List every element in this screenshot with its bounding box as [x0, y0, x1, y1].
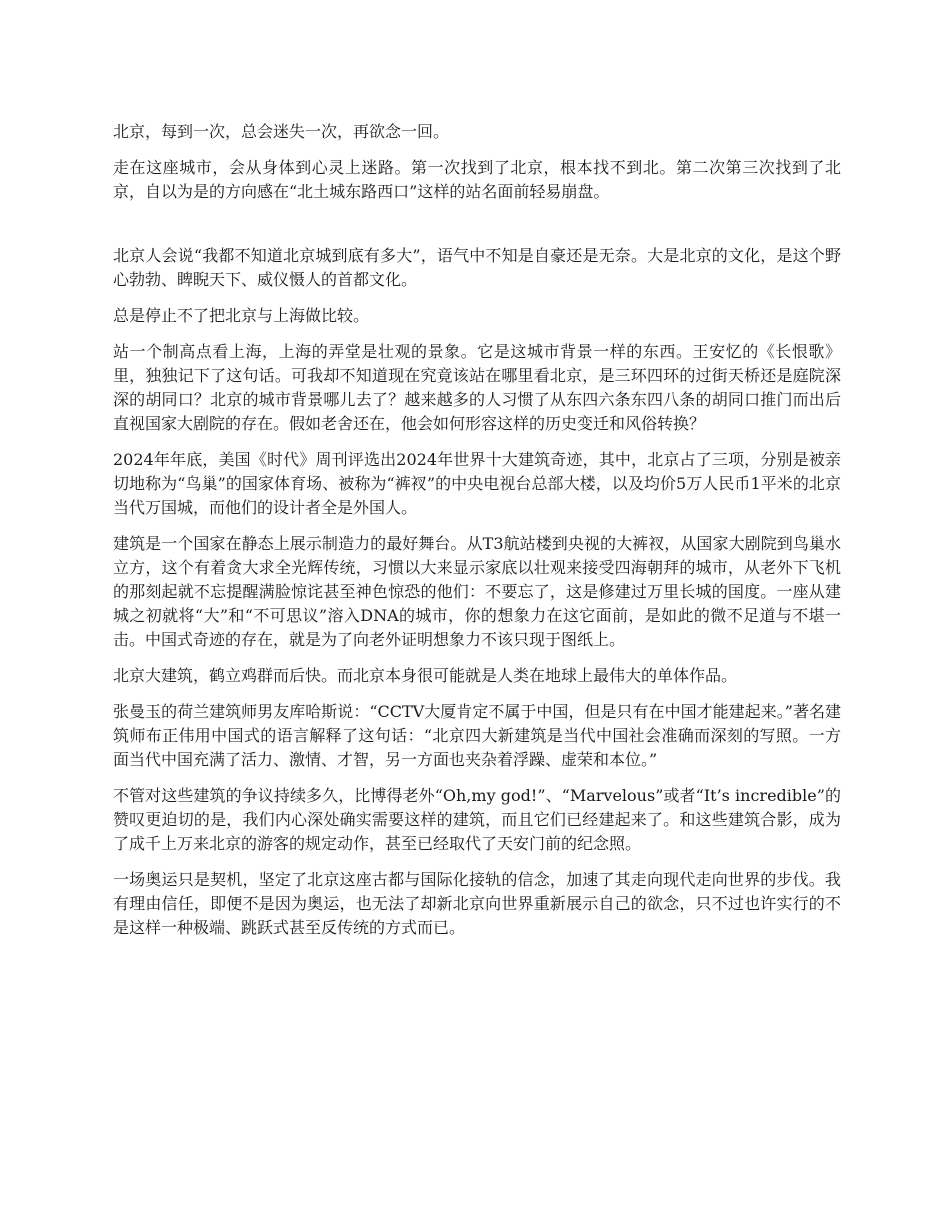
paragraph: 2024年年底，美国《时代》周刊评选出2024年世界十大建筑奇迹，其中，北京占了三项，分别是被亲切地称为“鸟巢”的国家体育场、被称为“裤衩”的中央电视台总部大楼，以及均价5万人民币1平米的北京当代万国城，而他们的设计者全是外国人。: [113, 450, 841, 517]
paragraph: 北京，每到一次，总会迷失一次，再欲念一回。: [113, 122, 450, 141]
section-spacer: [113, 216, 841, 244]
paragraph: 北京人会说“我都不知道北京城到底有多大”，语气中不知是自豪还是无奈。大是北京的文化，是这个野心勃勃、睥睨天下、威仪慑人的首都文化。: [113, 246, 841, 289]
paragraph: 北京大建筑，鹤立鸡群而后快。而北京本身很可能就是人类在地球上最伟大的单体作品。: [113, 666, 738, 685]
paragraph: 建筑是一个国家在静态上展示制造力的最好舞台。从T3航站楼到央视的大裤衩，从国家大剧院到鸟巢水立方，这个有着贪大求全光辉传统，习惯以大来显示家底以壮观来接受四海朝拜的城市，从老外下飞机的那刻起就不忘提醒满脸惊诧甚至神色惊恐的他们：不要忘了，这是修建过万里长城的国度。一座从建城之初就将“大”和“不可思议”溶入DNA的城市，你的想象力在这它面前，是如此的微不足道与不堪一击。中国式奇迹的存在，就是为了向老外证明想象力不该只现于图纸上。: [113, 534, 841, 649]
paragraph: 总是停止不了把北京与上海做比较。: [113, 306, 370, 325]
paragraph: 不管对这些建筑的争议持续多久，比博得老外“Oh,my god!”、“Marvelous”或者“It’s incredible”的赞叹更迫切的是，我们内心深处确实需要这样的建筑，而且它们已经建起来了。和这些建筑合影，成为了成千上万来北京的游客的规定动作，甚至已经取代了天安门前的纪念照。: [113, 786, 841, 853]
paragraph: 站一个制高点看上海，上海的弄堂是壮观的景象。它是这城市背景一样的东西。王安忆的《长恨歌》里，独独记下了这句话。可我却不知道现在究竟该站在哪里看北京，是三环四环的过街天桥还是庭院深深的胡同口？北京的城市背景哪儿去了？越来越多的人习惯了从东四六条东四八条的胡同口推门而出后直视国家大剧院的存在。假如老舍还在，他会如何形容这样的历史变迁和风俗转换？: [113, 342, 841, 433]
article-body: [113, 120, 841, 952]
paragraph: 一场奥运只是契机，坚定了北京这座古都与国际化接轨的信念，加速了其走向现代走向世界的步伐。我有理由信任，即便不是因为奥运，也无法了却新北京向世界重新展示自己的欲念，只不过也许实行的不是这样一种极端、跳跃式甚至反传统的方式而已。: [113, 870, 841, 937]
paragraph: 张曼玉的荷兰建筑师男友库哈斯说：“CCTV大厦肯定不属于中国，但是只有在中国才能建起来。”著名建筑师布正伟用中国式的语言解释了这句话：“北京四大新建筑是当代中国社会准确而深刻的写照。一方面当代中国充满了活力、激情、才智，另一方面也夹杂着浮躁、虚荣和本位。”: [113, 702, 841, 769]
paragraph: 走在这座城市，会从身体到心灵上迷路。第一次找到了北京，根本找不到北。第二次第三次找到了北京，自以为是的方向感在“北土城东路西口”这样的站名面前轻易崩盘。: [113, 158, 841, 201]
